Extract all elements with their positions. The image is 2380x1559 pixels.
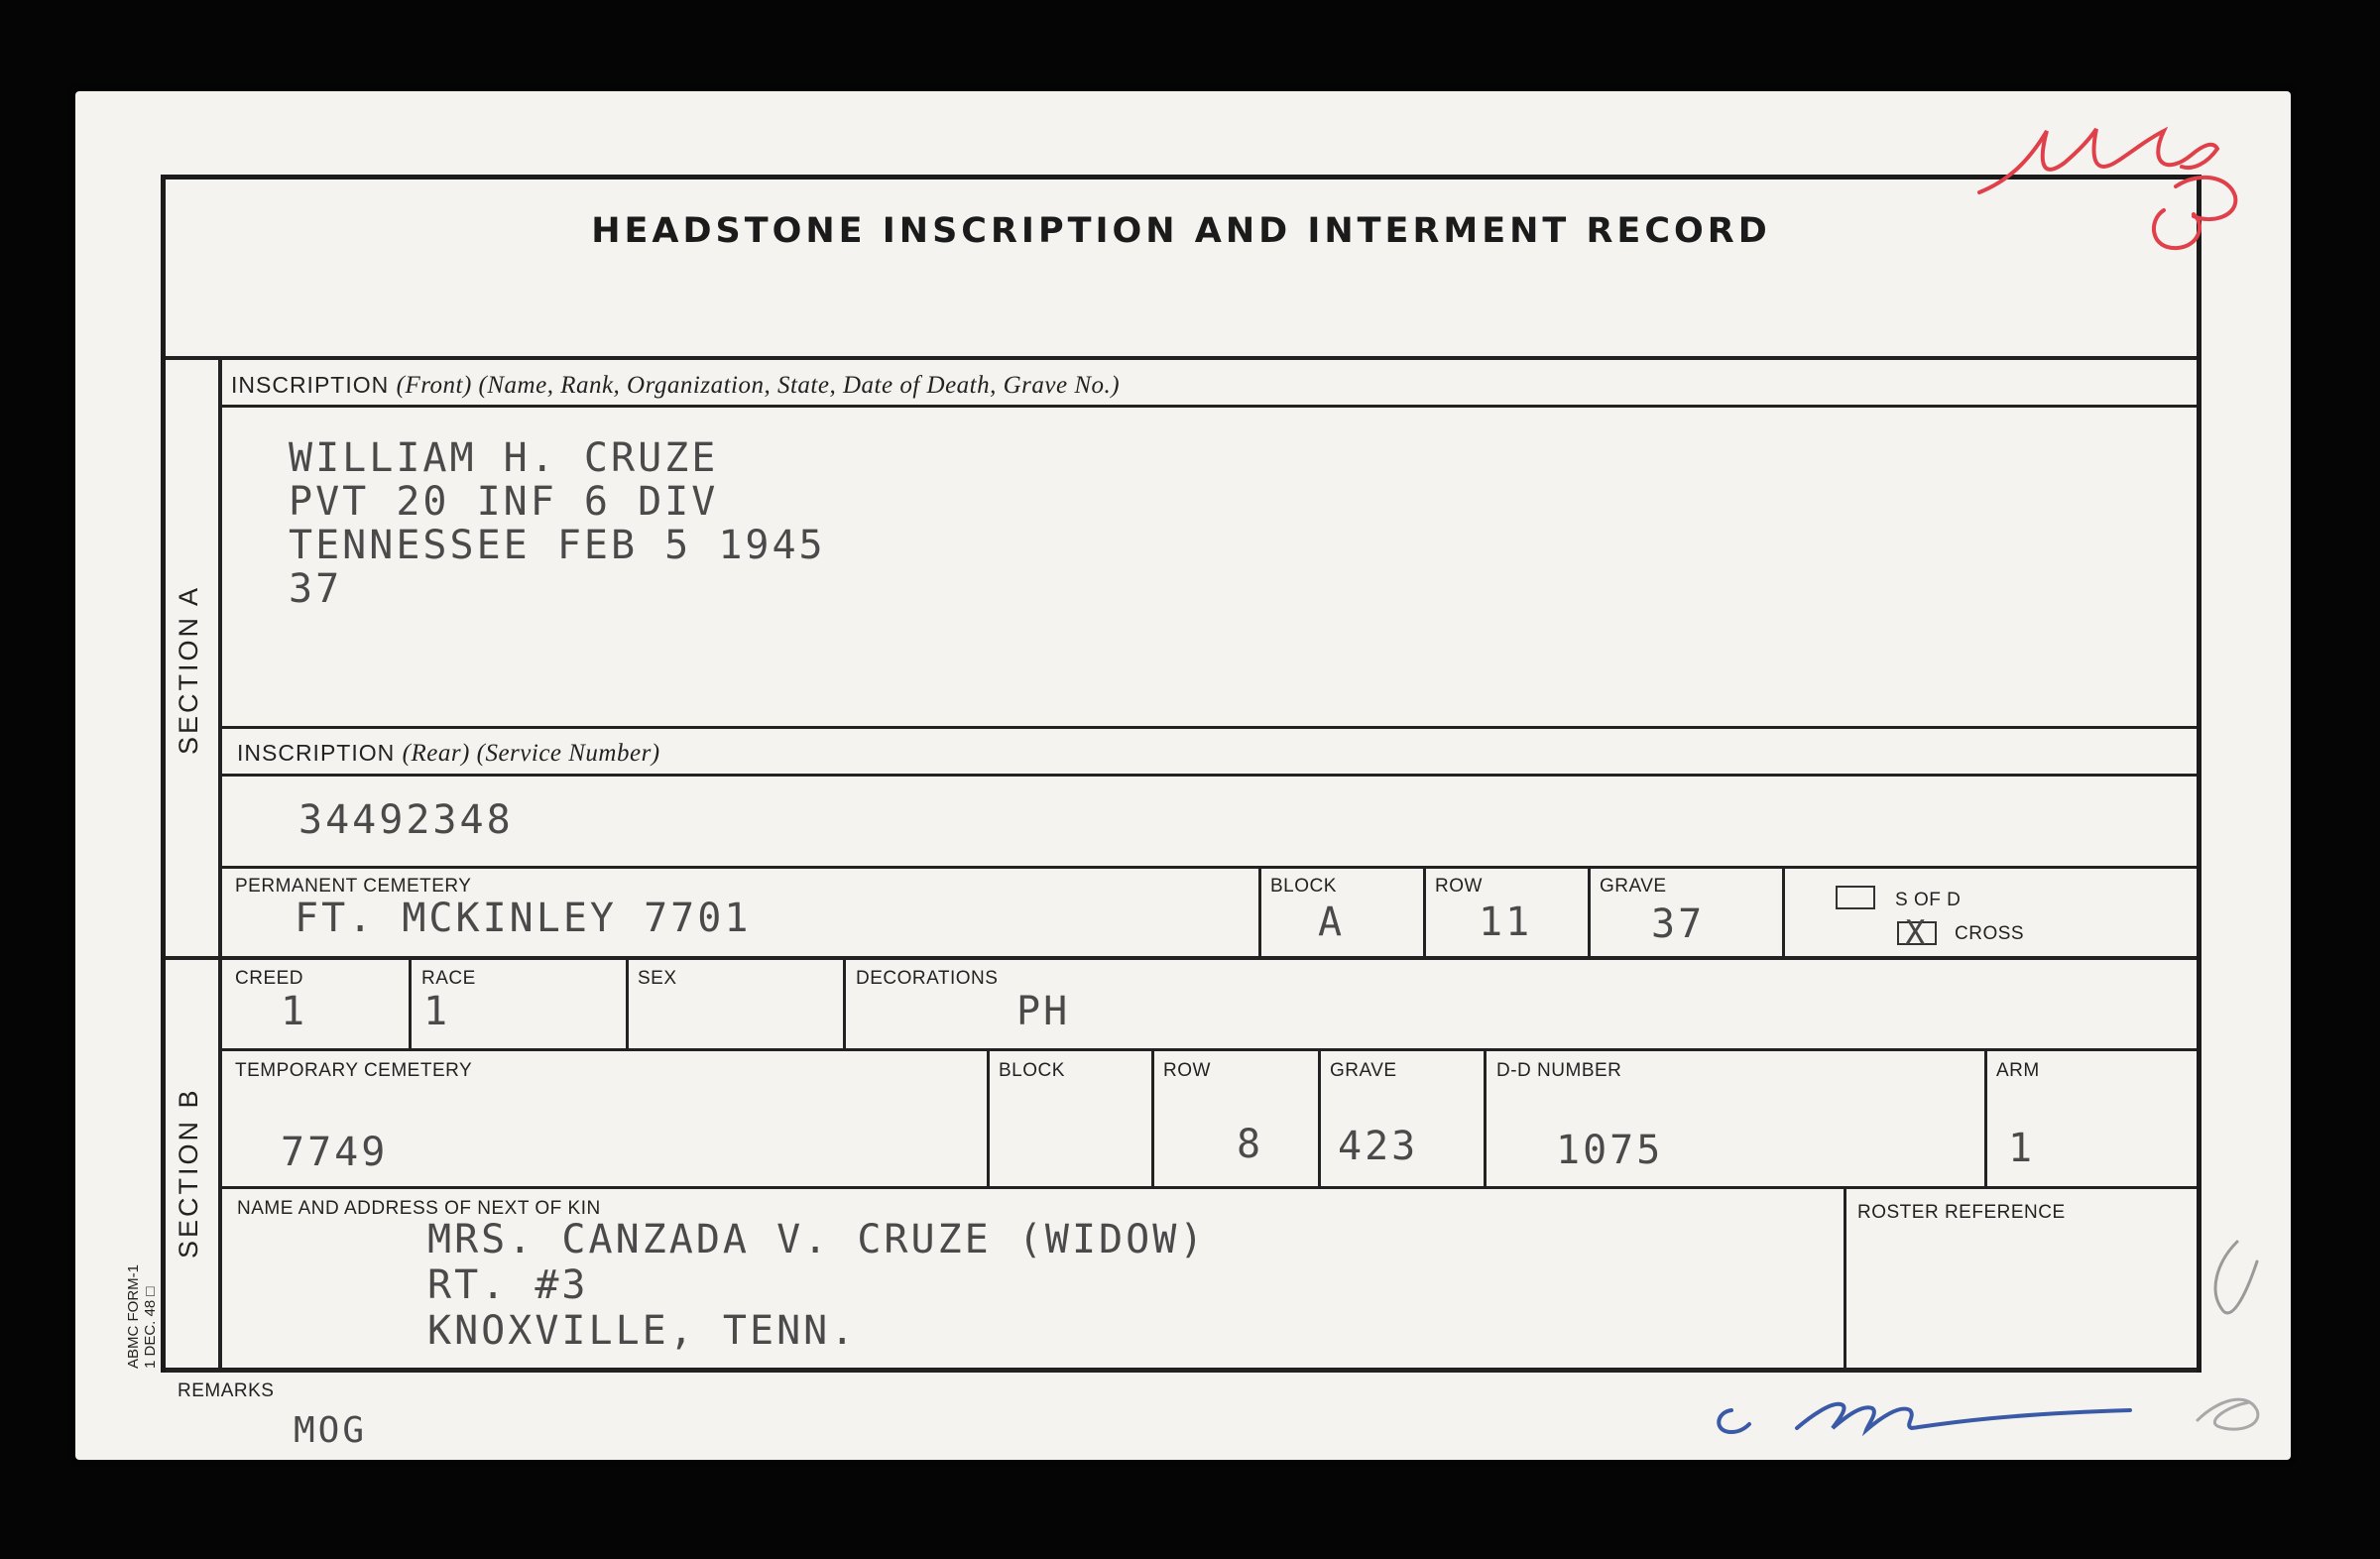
next-of-kin-line: KNOXVILLE, TENN. (427, 1308, 858, 1354)
section-b-label: SECTION B (174, 1087, 203, 1259)
temporary-row-label: ROW (1163, 1060, 1211, 1081)
service-number: 34492348 (298, 797, 514, 843)
red-initials-signature (1969, 101, 2267, 270)
next-of-kin-line: MRS. CANZADA V. CRUZE (WIDOW) (427, 1217, 1207, 1262)
arm-label: ARM (1996, 1060, 2040, 1081)
form-title: HEADSTONE INSCRIPTION AND INTERMENT RECORD (591, 211, 1771, 251)
divider (1782, 866, 1785, 958)
front-inscription-line: WILLIAM H. CRUZE (289, 435, 719, 481)
divider (221, 405, 2197, 408)
cross-check-mark: X (1905, 913, 1926, 953)
form-frame (161, 175, 2202, 1401)
front-inscription-label: INSCRIPTION (Front) (Name, Rank, Organization, State, Date of Death, Grave No.) (231, 372, 1121, 399)
permanent-cemetery-label: PERMANENT CEMETERY (235, 876, 472, 897)
temporary-cemetery-label: TEMPORARY CEMETERY (235, 1060, 473, 1081)
creed-label: CREED (235, 968, 304, 989)
decorations-label: DECORATIONS (856, 968, 999, 989)
divider (987, 1050, 990, 1188)
temporary-row-value: 8 (1237, 1122, 1264, 1167)
section-column-divider (218, 358, 222, 1371)
permanent-block-label: BLOCK (1270, 876, 1337, 897)
creed-value: 1 (281, 989, 308, 1034)
form-number: ABMC FORM-1 1 DEC. 48 □ (125, 1264, 159, 1369)
divider (221, 726, 2197, 729)
temporary-grave-value: 423 (1338, 1124, 1419, 1169)
divider (626, 958, 629, 1050)
roster-reference-label: ROSTER REFERENCE (1857, 1202, 2066, 1223)
remarks-label: REMARKS (178, 1380, 275, 1401)
divider (1588, 866, 1591, 958)
divider (1151, 1050, 1154, 1188)
temporary-block-label: BLOCK (999, 1060, 1065, 1081)
front-inscription-line: PVT 20 INF 6 DIV (289, 479, 719, 525)
pencil-initials (2178, 1222, 2287, 1460)
next-of-kin-label: NAME AND ADDRESS OF NEXT OF KIN (237, 1198, 601, 1219)
decorations-value: PH (1016, 989, 1071, 1034)
arm-value: 1 (2008, 1126, 2036, 1171)
divider (1258, 866, 1261, 958)
s-of-d-label: S OF D (1895, 890, 1962, 910)
permanent-block-value: A (1318, 899, 1346, 945)
divider (221, 774, 2197, 777)
divider (1318, 1050, 1321, 1188)
temporary-grave-label: GRAVE (1330, 1060, 1397, 1081)
next-of-kin-line: RT. #3 (427, 1262, 589, 1308)
divider (221, 866, 2197, 869)
divider (166, 1369, 2197, 1373)
divider (1423, 866, 1426, 958)
blue-initials-signature (1702, 1380, 2138, 1460)
divider (409, 958, 412, 1050)
typed-note: MOG (294, 1410, 368, 1451)
divider (1844, 1188, 1846, 1371)
divider (166, 356, 2197, 360)
permanent-row-label: ROW (1435, 876, 1483, 897)
permanent-grave-value: 37 (1651, 901, 1706, 947)
race-label: RACE (421, 968, 476, 989)
section-a-label: SECTION A (174, 584, 203, 755)
dd-number-label: D-D NUMBER (1496, 1060, 1622, 1081)
record-card (75, 91, 2291, 1460)
divider (221, 1048, 2197, 1051)
dd-number-value: 1075 (1556, 1128, 1664, 1173)
divider (221, 1186, 2197, 1189)
cross-label: CROSS (1955, 923, 2025, 944)
divider (843, 958, 846, 1050)
s-of-d-checkbox[interactable] (1836, 886, 1875, 909)
divider (1984, 1050, 1987, 1188)
divider (166, 956, 2197, 960)
permanent-grave-label: GRAVE (1600, 876, 1667, 897)
race-value: 1 (423, 989, 451, 1034)
permanent-cemetery-value: FT. MCKINLEY 7701 (295, 896, 752, 941)
divider (1484, 1050, 1487, 1188)
rear-inscription-label: INSCRIPTION (Rear) (Service Number) (237, 740, 660, 767)
permanent-row-value: 11 (1479, 899, 1533, 945)
front-inscription-line: TENNESSEE FEB 5 1945 (289, 523, 826, 568)
temporary-cemetery-value: 7749 (281, 1130, 389, 1175)
front-inscription-line: 37 (289, 566, 343, 612)
sex-label: SEX (638, 968, 677, 989)
